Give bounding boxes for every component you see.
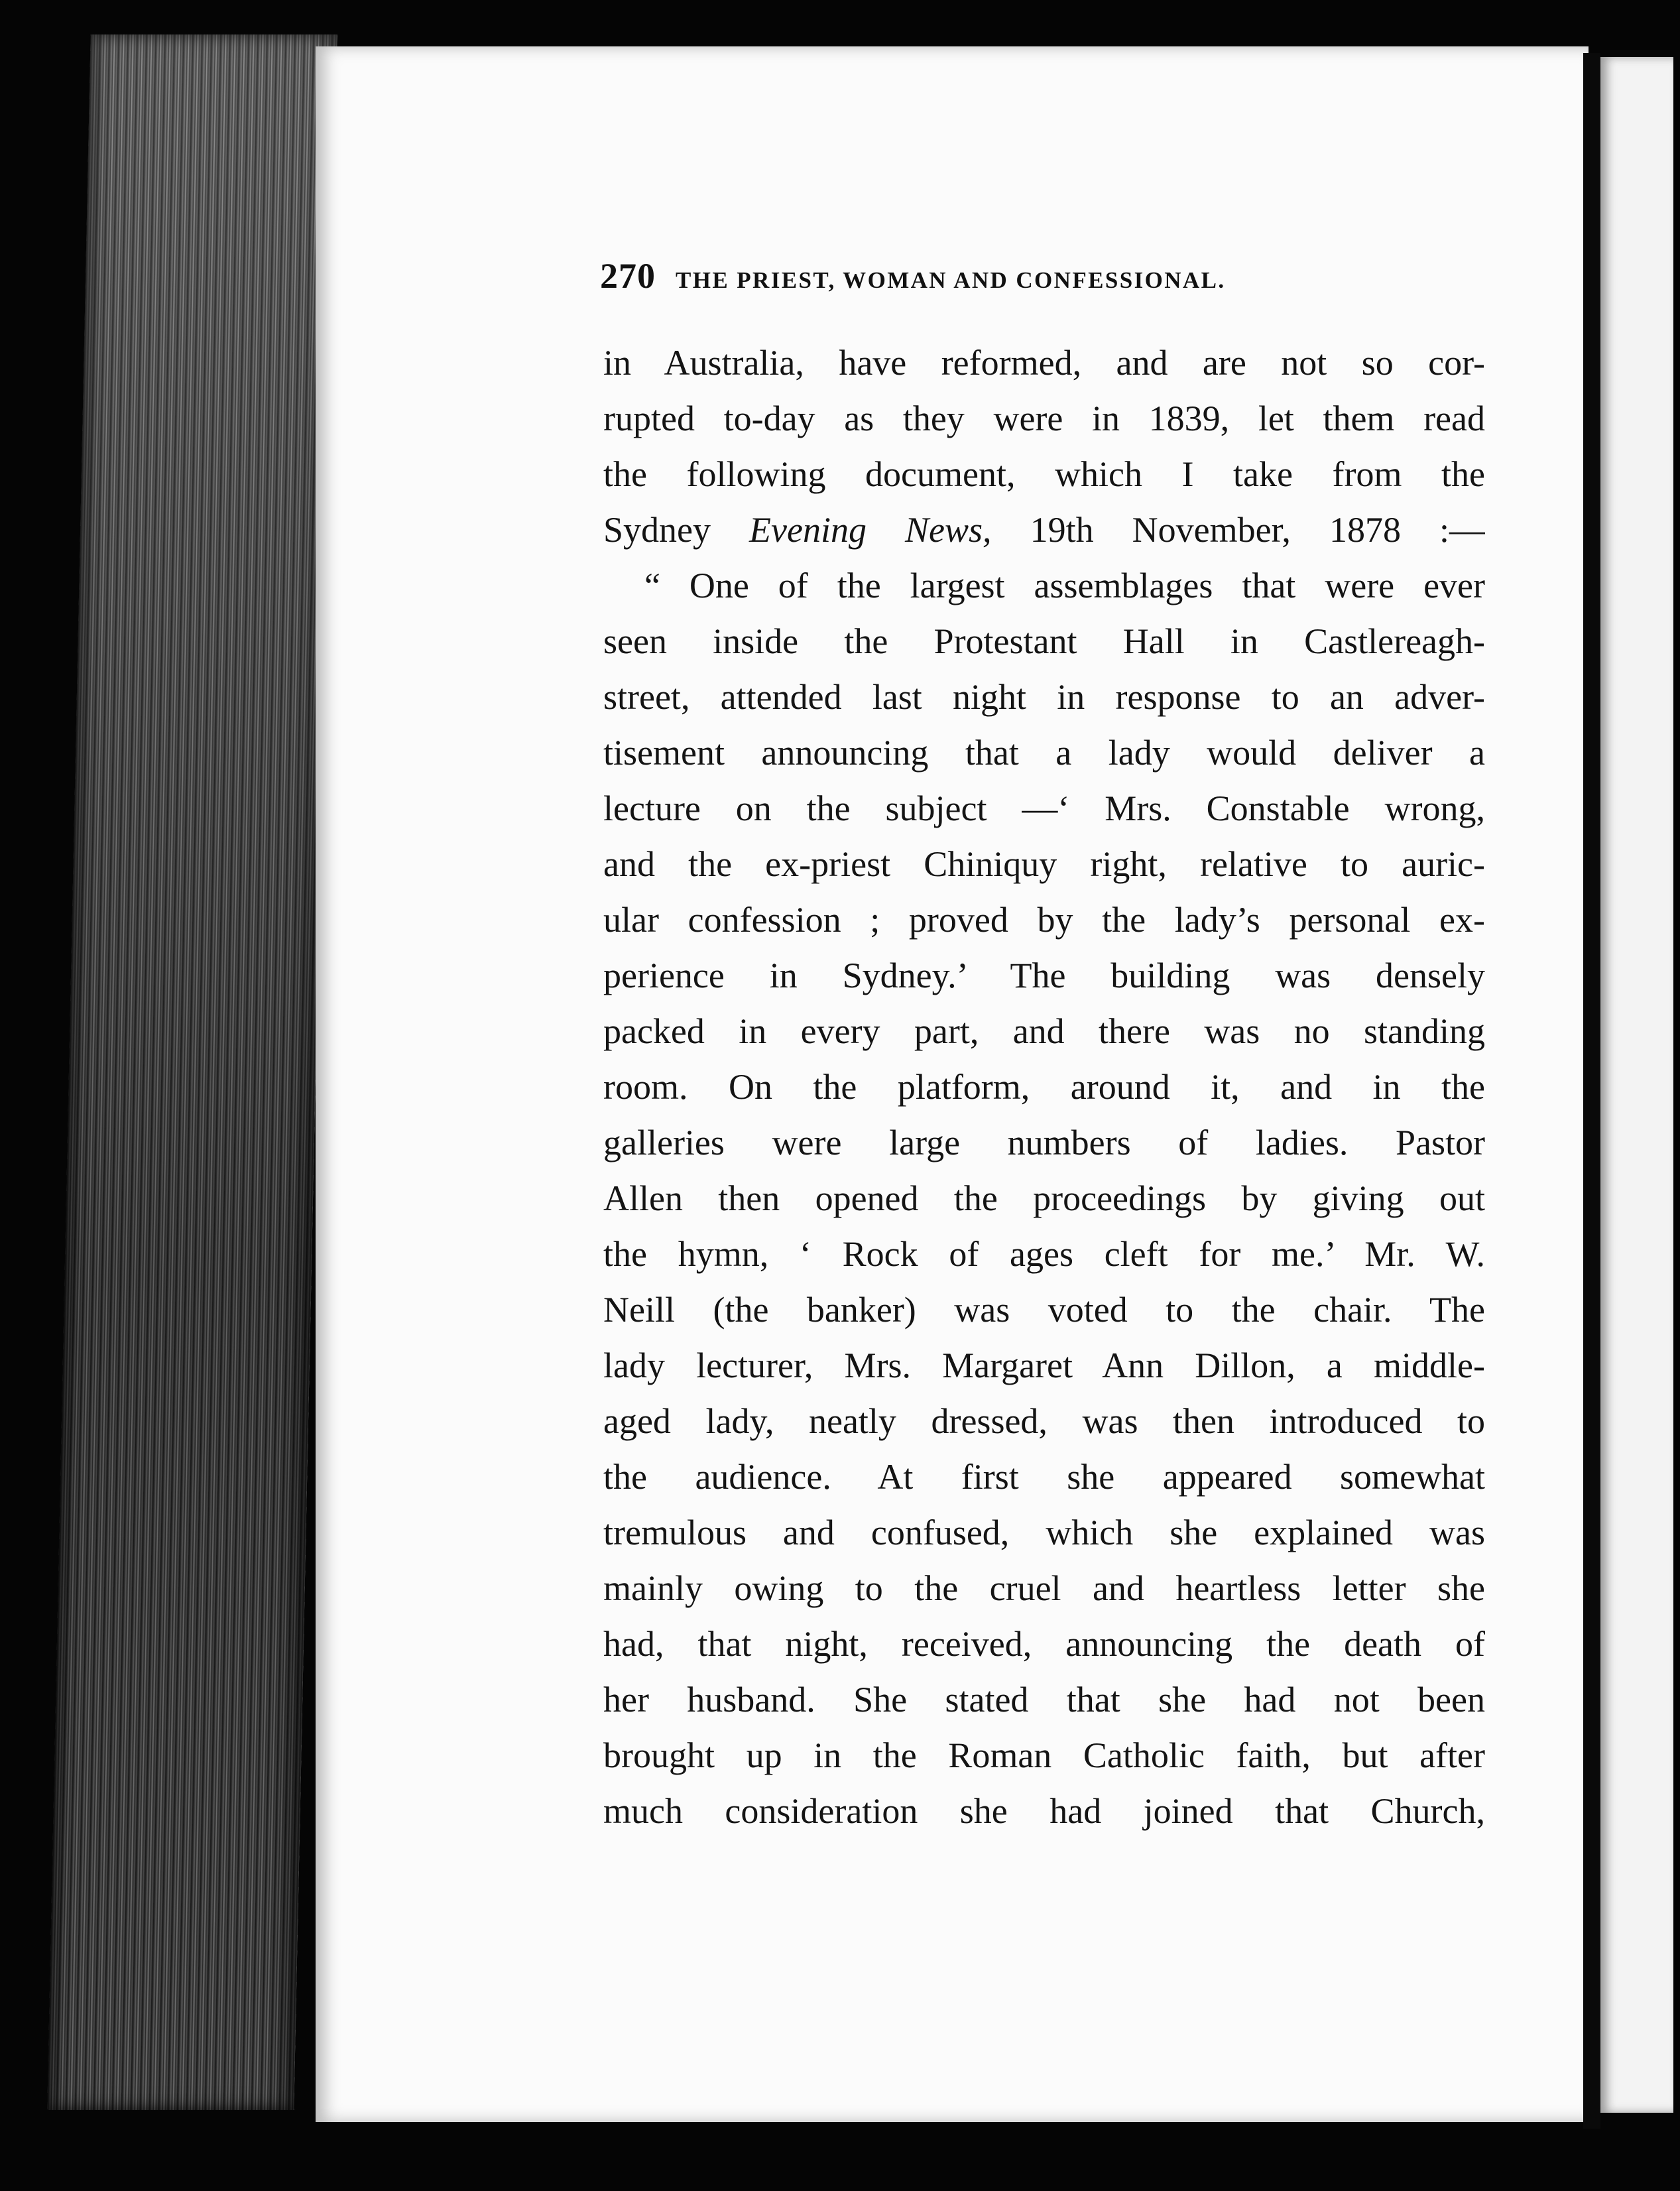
text-line: the audience. At first she appeared somewhat <box>603 1457 1485 1497</box>
text-line: mainly owing to the cruel and heartless letter she <box>603 1568 1485 1608</box>
text-line: rupted to-day as they were in 1839, let them read <box>603 399 1485 438</box>
text-line: seen inside the Protestant Hall in Castlereagh- <box>603 621 1485 661</box>
text-line: brought up in the Roman Catholic faith, but after <box>603 1735 1485 1775</box>
text-line: the hymn, ‘ Rock of ages cleft for me.’ Mr. W. <box>603 1234 1485 1274</box>
text-line: room. On the platform, around it, and in the <box>603 1067 1485 1107</box>
text-line <box>603 502 1485 558</box>
text-line: her husband. She stated that she had not been <box>603 1680 1485 1720</box>
text-line: tisement announcing that a lady would deliver a <box>603 733 1485 773</box>
text-line: Allen then opened the proceedings by giving out <box>603 1178 1485 1218</box>
text-run: 19th November, 1878 :— <box>1030 510 1485 550</box>
text-line: lecture on the subject —‘ Mrs. Constable wrong, <box>603 788 1485 828</box>
text-line: packed in every part, and there was no standing <box>603 1011 1485 1051</box>
text-line: aged lady, neatly dressed, was then introduced to <box>603 1401 1485 1441</box>
page-number: 270 <box>600 256 656 296</box>
text-line: much consideration she had joined that Church, <box>603 1791 1485 1831</box>
text-line: perience in Sydney.’ The building was densely <box>603 956 1485 995</box>
text-line: street, attended last night in response to an adver- <box>603 677 1485 717</box>
text-line: tremulous and confused, which she explained was <box>603 1513 1485 1552</box>
newspaper-title: Evening News, <box>749 510 992 550</box>
text-line: “ One of the largest assemblages that were ever <box>644 566 1485 605</box>
text-line: in Australia, have reformed, and are not so cor- <box>603 343 1485 383</box>
text-line: Neill (the banker) was voted to the chair. The <box>603 1290 1485 1330</box>
text-line: lady lecturer, Mrs. Margaret Ann Dillon, a middle- <box>603 1346 1485 1385</box>
running-header <box>600 255 1384 302</box>
running-title: THE PRIEST, WOMAN AND CONFESSIONAL. <box>676 267 1226 293</box>
book-gutter <box>1583 53 1600 2129</box>
text-run: Sydney <box>603 510 711 550</box>
book-fore-edge <box>47 34 337 2110</box>
text-line: galleries were large numbers of ladies. Pastor <box>603 1123 1485 1162</box>
text-line: the following document, which I take from the <box>603 454 1485 494</box>
adjacent-page-edge <box>1600 57 1673 2113</box>
text-line: ular confession ; proved by the lady’s personal ex- <box>603 900 1485 940</box>
text-line: and the ex-priest Chiniquy right, relative to auric- <box>603 844 1485 884</box>
text-line: had, that night, received, announcing the death of <box>603 1624 1485 1664</box>
body-text <box>603 335 1485 1839</box>
